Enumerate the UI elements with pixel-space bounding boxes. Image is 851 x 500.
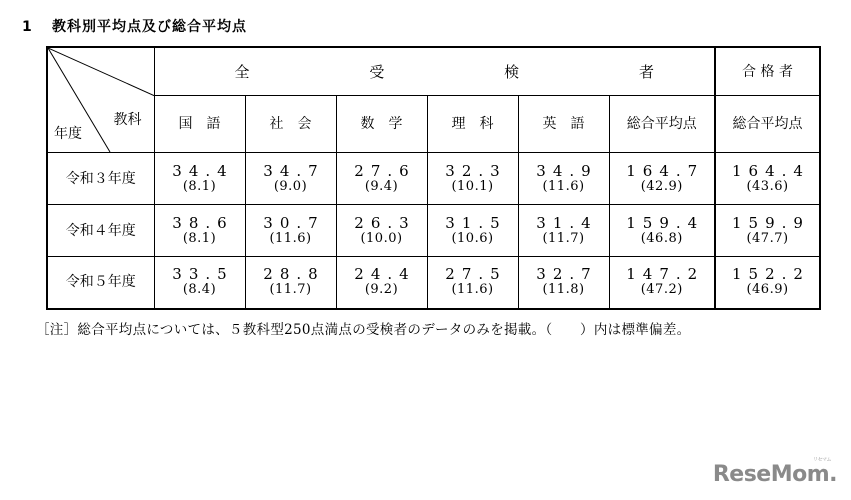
section-title xyxy=(22,16,247,36)
average-value: 34.7 xyxy=(263,161,325,180)
average-value: 38.6 xyxy=(172,213,234,232)
year-cell: 令和４年度 xyxy=(47,205,154,257)
logo-text: ReseMom xyxy=(712,462,830,487)
year-cell: 令和３年度 xyxy=(47,153,154,205)
std-dev-value: (9.0) xyxy=(273,178,308,194)
std-dev-value: (10.0) xyxy=(360,230,403,246)
average-value: 164.7 xyxy=(626,161,705,180)
passed-group-label: 合 格 者 xyxy=(742,63,793,80)
average-value: 33.5 xyxy=(172,265,234,284)
std-dev-value: (8.1) xyxy=(182,178,217,194)
score-cell xyxy=(715,257,820,309)
std-dev-value: (11.7) xyxy=(269,282,312,298)
year-cell: 令和５年度 xyxy=(47,257,154,309)
average-value: 152.2 xyxy=(732,265,810,284)
average-value: 27.5 xyxy=(445,265,507,284)
score-cell xyxy=(245,153,336,205)
std-dev-value: (42.9) xyxy=(640,178,683,194)
table-row xyxy=(47,153,820,205)
score-cell xyxy=(518,153,609,205)
std-dev-value: (11.6) xyxy=(542,178,585,194)
group-char: 全 xyxy=(234,62,250,81)
average-value: 28.8 xyxy=(263,265,325,284)
column-header: 数 学 xyxy=(336,96,427,153)
average-value: 164.4 xyxy=(732,161,810,180)
footnote: ［注］総合平均点については、５教科型250点満点の受検者のデータのみを掲載。（ ）内は標準偏差。 xyxy=(36,322,691,338)
column-header: 社 会 xyxy=(245,96,336,153)
average-value: 31.4 xyxy=(536,213,598,232)
corner-year-label: 年度 xyxy=(54,126,82,142)
logo-dot: . xyxy=(829,462,837,487)
std-dev-value: (46.9) xyxy=(746,282,789,298)
score-cell xyxy=(336,205,427,257)
group-char: 受 xyxy=(369,62,385,81)
score-cell xyxy=(715,205,820,257)
score-cell xyxy=(609,257,715,309)
passed-group-header xyxy=(715,47,820,96)
std-dev-value: (46.8) xyxy=(640,230,683,246)
column-header: 総合平均点 xyxy=(609,96,715,153)
average-value: 32.3 xyxy=(445,161,507,180)
average-value: 24.4 xyxy=(354,265,416,284)
table-row xyxy=(47,205,820,257)
section-number: 1 xyxy=(22,19,33,35)
all-examinees-group-header xyxy=(154,47,715,96)
std-dev-value: (9.4) xyxy=(364,178,399,194)
corner-subject-label: 教科 xyxy=(113,112,142,128)
std-dev-value: (9.2) xyxy=(364,282,399,298)
average-value: 147.2 xyxy=(626,265,705,284)
score-cell xyxy=(427,257,518,309)
score-cell xyxy=(427,205,518,257)
section-title-text: 教科別平均点及び総合平均点 xyxy=(52,19,247,35)
logo-small-text: リセマム xyxy=(813,457,831,463)
average-value: 32.7 xyxy=(536,265,598,284)
average-value: 159.4 xyxy=(626,213,705,232)
table-row xyxy=(47,257,820,309)
std-dev-value: (8.4) xyxy=(182,282,217,298)
std-dev-value: (47.2) xyxy=(640,282,683,298)
score-cell xyxy=(154,257,245,309)
column-header: 理 科 xyxy=(427,96,518,153)
std-dev-value: (11.8) xyxy=(542,282,585,298)
resemom-logo xyxy=(712,457,837,487)
corner-header-cell xyxy=(47,47,154,153)
std-dev-value: (10.1) xyxy=(451,178,494,194)
score-cell xyxy=(518,205,609,257)
average-value: 159.9 xyxy=(732,213,810,232)
score-cell xyxy=(609,205,715,257)
column-header: 英 語 xyxy=(518,96,609,153)
std-dev-value: (11.6) xyxy=(269,230,312,246)
group-char: 検 xyxy=(504,62,520,81)
std-dev-value: (11.6) xyxy=(451,282,494,298)
average-value: 31.5 xyxy=(445,213,507,232)
score-cell xyxy=(609,153,715,205)
score-cell xyxy=(245,205,336,257)
score-cell xyxy=(518,257,609,309)
score-cell xyxy=(336,257,427,309)
average-value: 34.9 xyxy=(536,161,598,180)
average-value: 34.4 xyxy=(172,161,234,180)
average-value: 27.6 xyxy=(354,161,416,180)
std-dev-value: (10.6) xyxy=(451,230,494,246)
score-cell xyxy=(715,153,820,205)
column-header: 国 語 xyxy=(154,96,245,153)
average-value: 30.7 xyxy=(263,213,325,232)
std-dev-value: (43.6) xyxy=(746,178,789,194)
scores-table xyxy=(46,46,821,310)
std-dev-value: (47.7) xyxy=(746,230,789,246)
score-cell xyxy=(245,257,336,309)
column-header: 総合平均点 xyxy=(715,96,820,153)
group-char: 者 xyxy=(638,62,654,81)
average-value: 26.3 xyxy=(354,213,416,232)
score-cell xyxy=(427,153,518,205)
score-cell xyxy=(154,205,245,257)
std-dev-value: (11.7) xyxy=(542,230,585,246)
std-dev-value: (8.1) xyxy=(182,230,217,246)
score-cell xyxy=(154,153,245,205)
score-cell xyxy=(336,153,427,205)
